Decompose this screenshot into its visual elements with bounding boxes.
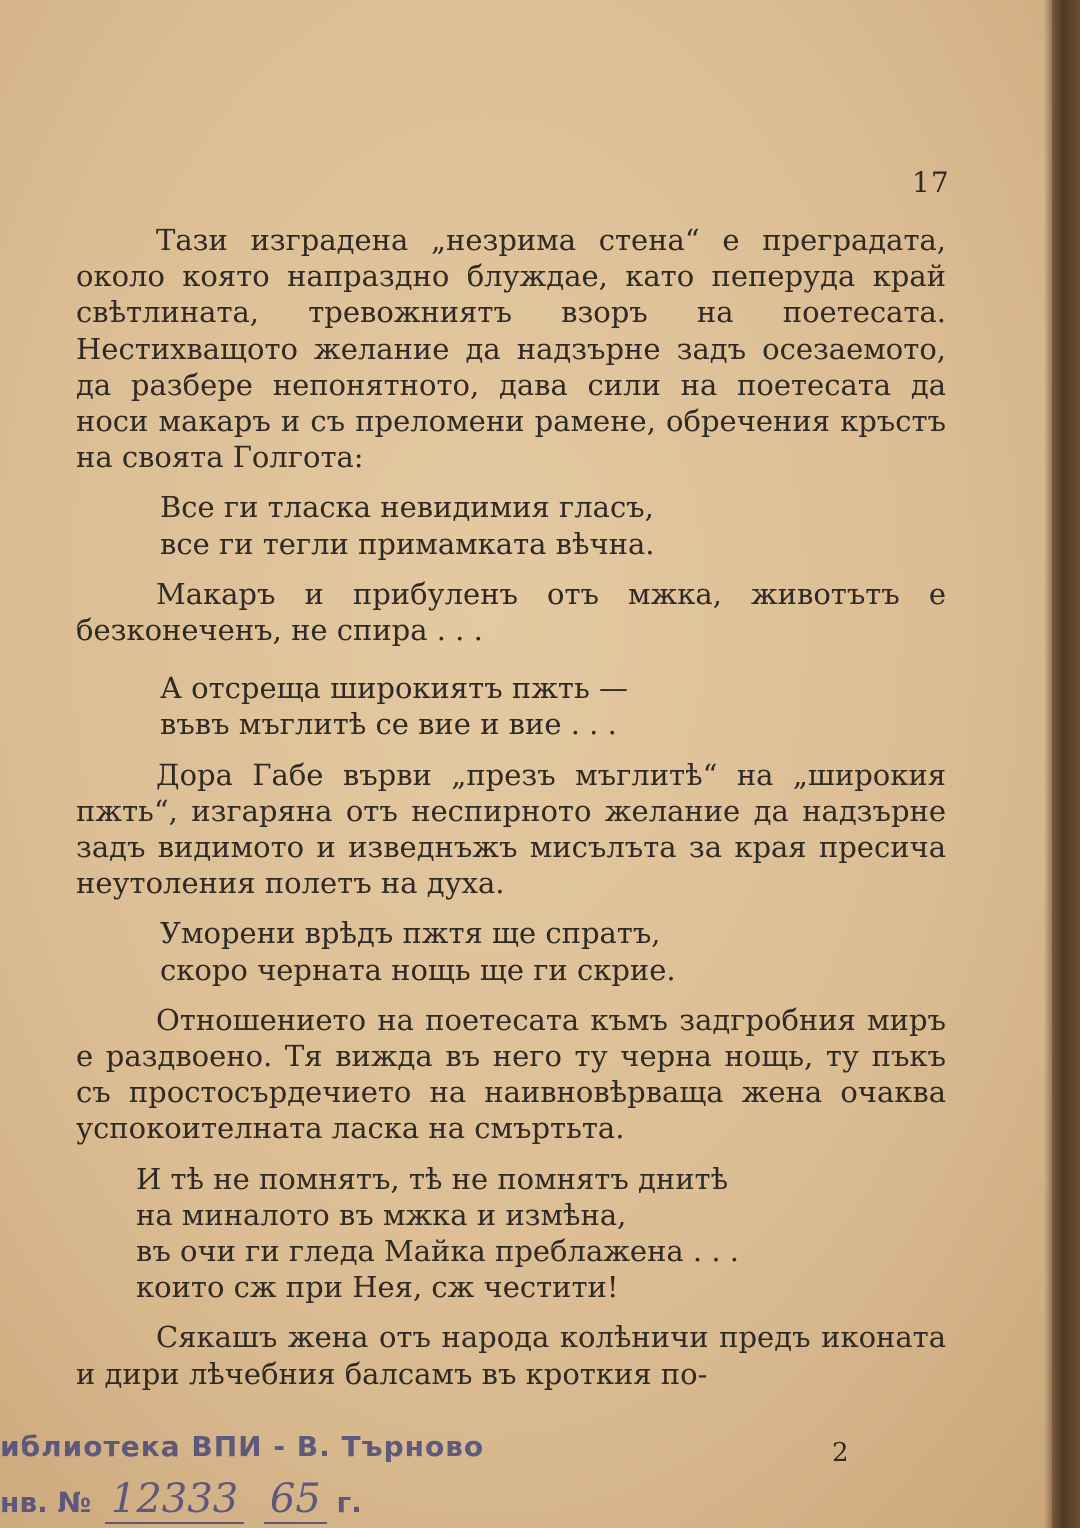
verse-line: Уморени врѣдъ пжтя ще спратъ, <box>160 916 661 951</box>
book-spine <box>1052 0 1080 1528</box>
paragraph-4: Отношението на поетесата къмъ задгробния миръ е раздвоено. Тя вижда въ него ту черна нощь, ту пъкъ съ простосърдечието на наивновѣрваща жена очаква успокоителната ласка на смъртьта. <box>76 1002 946 1146</box>
verse-3 <box>160 915 946 987</box>
paragraph-5: Сякашъ жена отъ народа колѣничи предъ иконата и дири лѣчебния балсамъ въ кроткия по- <box>76 1320 946 1391</box>
verse-2 <box>160 670 946 742</box>
page-body <box>76 222 946 1392</box>
verse-line: И тѣ не помнятъ, тѣ не помнятъ днитѣ <box>136 1161 729 1196</box>
paragraph-1: Тази изградена „незрима стена“ е преградата, около която напраздно блуждае, като пеперуда край свѣтлината, тревожниятъ взоръ на поетесата. Нестихващото желание да надзърне задъ осезаемото, да разбере непонятното, дава сили на поетесата да носи макаръ и съ преломени рамене, обречения кръстъ на своята Голгота: <box>76 223 946 475</box>
paragraph-2: Макаръ и прибуленъ отъ мжка, животътъ е безконеченъ, не спира . . . <box>76 576 946 648</box>
signature-mark: 2 <box>832 1438 849 1468</box>
stamp-year: 65 <box>264 1476 327 1524</box>
verse-line: все ги тегли примамката вѣчна. <box>160 526 655 561</box>
verse-line: А отсреща широкиятъ пжть — <box>160 671 628 706</box>
verse-line: Все ги тласка невидимия гласъ, <box>160 490 654 525</box>
verse-4 <box>136 1161 946 1306</box>
verse-line: въ очи ги гледа Майка преблажена . . . <box>136 1234 739 1269</box>
paragraph-3: Дора Габе върви „презъ мъглитѣ“ на „широкия пжть“, изгаряна отъ неспирното желание да надзърне задъ видимото и изведнъжъ мисълъта за края пресича неутоления полетъ на духа. <box>76 757 946 901</box>
verse-line: които сж при Нея, сж честити! <box>136 1270 619 1305</box>
stamp-inventory-number: 12333 <box>105 1476 244 1524</box>
verse-1 <box>160 489 946 561</box>
verse-line: скоро черната нощь ще ги скрие. <box>160 952 676 987</box>
stamp-year-suffix: г. <box>336 1486 362 1519</box>
stamp-library-name: иблиотека ВПИ - В. Търново <box>0 1430 485 1463</box>
verse-line: на миналото въ мжка и измѣна, <box>136 1197 627 1232</box>
stamp-inventory-line <box>0 1476 362 1524</box>
stamp-inventory-prefix: нв. № <box>0 1486 92 1519</box>
verse-line: въвъ мъглитѣ се вие и вие . . . <box>160 707 617 742</box>
page-spine-shadow <box>1044 0 1052 1528</box>
page-number: 17 <box>912 166 950 199</box>
